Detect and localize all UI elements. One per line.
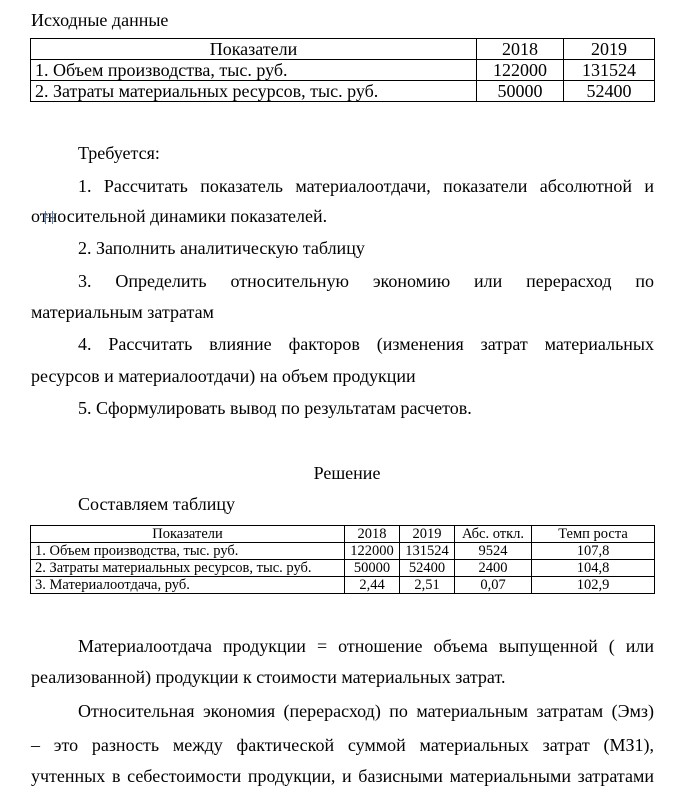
- cell: 2,51: [400, 577, 455, 594]
- header-abs-deviation: Абс. откл.: [455, 526, 532, 543]
- required-heading: Требуется:: [78, 143, 160, 163]
- cell: 1. Объем производства, тыс. руб.: [31, 60, 477, 81]
- cell: 1. Объем производства, тыс. руб.: [31, 543, 345, 560]
- cell: 107,8: [532, 543, 655, 560]
- cell: 52400: [400, 560, 455, 577]
- task-1-line-1: 1. Рассчитать показатель материалоотдачи, показатели абсолютной и: [78, 176, 654, 196]
- header-2018: 2018: [345, 526, 400, 543]
- header-2018: 2018: [477, 39, 564, 60]
- task-1-line-2: относительной динамики показателей.: [31, 206, 328, 226]
- table-row: [31, 577, 655, 594]
- source-data-table: [30, 38, 655, 102]
- intro-heading: Исходные данные: [31, 10, 169, 30]
- paragraph-1-line-2: реализованной) продукции к стоимости материальных затрат.: [31, 667, 506, 687]
- cell: 122000: [345, 543, 400, 560]
- task-3-line-2: материальным затратам: [31, 302, 214, 322]
- task-4-line-1: 4. Рассчитать влияние факторов (изменения затрат материальных: [78, 334, 654, 354]
- table-row: [31, 60, 655, 81]
- paragraph-2-line-2: – это разность между фактической суммой материальных затрат (МЗ1),: [31, 735, 654, 755]
- cell: 2,44: [345, 577, 400, 594]
- cell: 104,8: [532, 560, 655, 577]
- header-indicators: Показатели: [31, 39, 477, 60]
- table-row: [31, 560, 655, 577]
- cell: 0,07: [455, 577, 532, 594]
- task-4-line-2: ресурсов и материалоотдачи) на объем продукции: [31, 366, 416, 386]
- header-2019: 2019: [400, 526, 455, 543]
- header-2019: 2019: [564, 39, 655, 60]
- cell: 102,9: [532, 577, 655, 594]
- cell: 122000: [477, 60, 564, 81]
- paragraph-2-line-1: Относительная экономия (перерасход) по материальным затратам (Эмз): [78, 701, 654, 721]
- paragraph-2-line-3: учтенных в себестоимости продукции, и базисными материальными затратами: [31, 766, 654, 786]
- task-5: 5. Сформулировать вывод по результатам расчетов.: [78, 398, 472, 418]
- cell: 2. Затраты материальных ресурсов, тыс. руб.: [31, 81, 477, 102]
- cell: 52400: [564, 81, 655, 102]
- compose-table-text: Составляем таблицу: [78, 494, 235, 514]
- cell: 50000: [345, 560, 400, 577]
- text-cursor-icon: [45, 211, 53, 224]
- table-row: [31, 543, 655, 560]
- cell: 131524: [400, 543, 455, 560]
- task-2: 2. Заполнить аналитическую таблицу: [78, 238, 365, 258]
- table-header-row: [31, 526, 655, 543]
- cell: 3. Материалоотдача, руб.: [31, 577, 345, 594]
- table-row: [31, 81, 655, 102]
- solution-heading: Решение: [313, 463, 381, 483]
- header-growth-rate: Темп роста: [532, 526, 655, 543]
- paragraph-1-line-1: Материалоотдача продукции = отношение объема выпущенной ( или: [78, 636, 654, 656]
- table-header-row: [31, 39, 655, 60]
- task-3-line-1: 3. Определить относительную экономию или перерасход по: [78, 271, 654, 291]
- cell: 131524: [564, 60, 655, 81]
- cell: 2400: [455, 560, 532, 577]
- cell: 9524: [455, 543, 532, 560]
- cell: 50000: [477, 81, 564, 102]
- cell: 2. Затраты материальных ресурсов, тыс. руб.: [31, 560, 345, 577]
- header-indicators: Показатели: [31, 526, 345, 543]
- analytic-table: [30, 525, 655, 594]
